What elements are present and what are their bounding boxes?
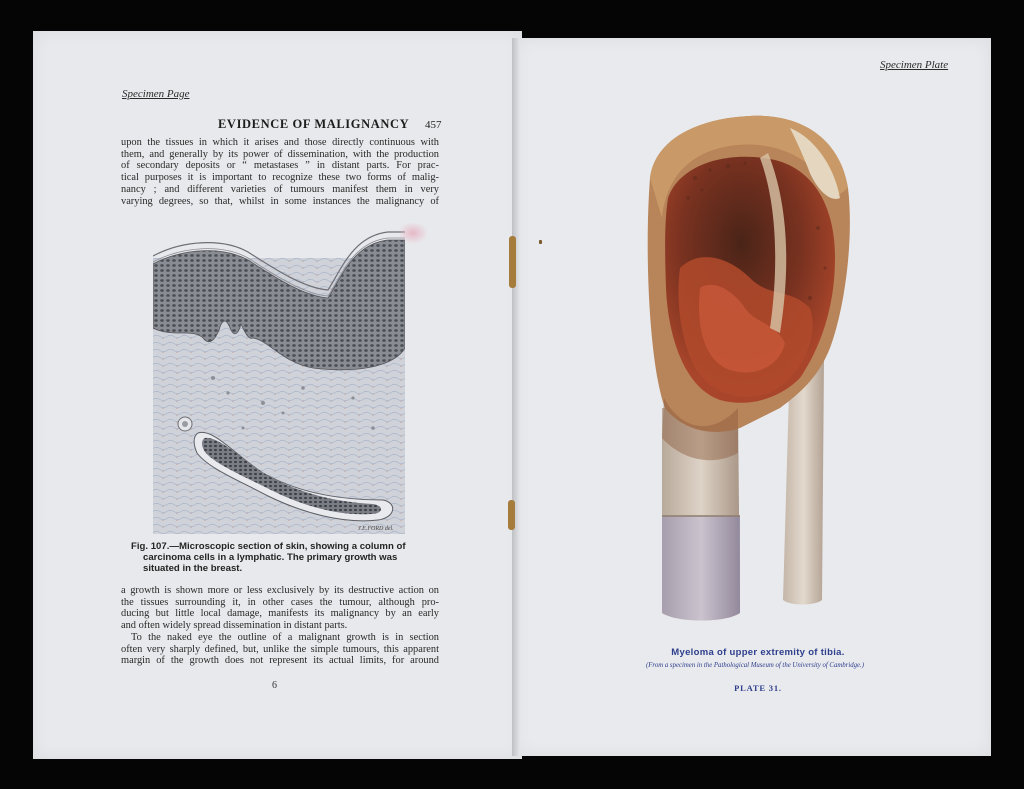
figure-signature: J.E.FORD del. [358, 526, 394, 532]
top-paragraph [121, 137, 439, 207]
binding-stitch-top [509, 236, 516, 288]
microscopic-skin-illustration [153, 228, 405, 534]
margin-speck [539, 240, 542, 244]
chapter-heading: EVIDENCE OF MALIGNANCY [218, 117, 410, 131]
specimen-page-label: Specimen Page [122, 88, 190, 100]
caption-line: situated in the breast. [143, 563, 243, 574]
text-line: varying degrees, so that, whilst in some instances the malignancy of [121, 195, 439, 207]
text-line: and often widely spread dissemination in distant parts. [121, 620, 348, 632]
text-line: often very sharply defined, but, unlike the simple tumours, this apparent [121, 643, 439, 655]
specimen-plate-label: Specimen Plate [880, 59, 949, 71]
text-line: tical purposes it is important to recognize these two forms of malig- [121, 172, 439, 184]
text-line: margin of the growth does not represent its actual limits, for around [121, 655, 439, 667]
caption-line: Fig. 107.—Microscopic section of skin, showing a column of [131, 541, 406, 552]
text-line: a growth is shown more or less exclusively by its destructive action on [121, 585, 439, 596]
text-line: To the naked eye the outline of a malignant growth is in section [131, 631, 439, 643]
tibia-specimen-illustration [640, 108, 855, 628]
stamp-mark [398, 222, 428, 244]
bottom-paragraph [121, 585, 439, 667]
page-number-top: 457 [425, 119, 442, 131]
text-line: the tissues surrounding it, in other cases the tumour, although pro- [121, 596, 439, 608]
page-number-bottom: 6 [272, 680, 277, 691]
plate-number: PLATE 31. [734, 683, 782, 693]
figure-caption [131, 541, 431, 574]
text-line: them, and generally by its power of dissemination, with the production [121, 148, 439, 160]
binding-stitch-bottom [508, 500, 515, 530]
plate-source: (From a specimen in the Pathological Museum of the University of Cambridge.) [646, 662, 864, 669]
plate-title: Myeloma of upper extremity of tibia. [671, 647, 845, 658]
book-gutter [512, 38, 520, 756]
text-line: of secondary deposits or “ metastases ” in distant parts. For prac- [121, 160, 439, 172]
text-line: upon the tissues in which it arises and those directly continuous with [121, 137, 439, 148]
caption-line: carcinoma cells in a lymphatic. The primary growth was [143, 552, 398, 563]
text-line: nancy ; and different varieties of tumours manifest them in very [121, 183, 439, 195]
text-line: ducing but little local damage, manifests its malignancy by an early [121, 608, 439, 620]
